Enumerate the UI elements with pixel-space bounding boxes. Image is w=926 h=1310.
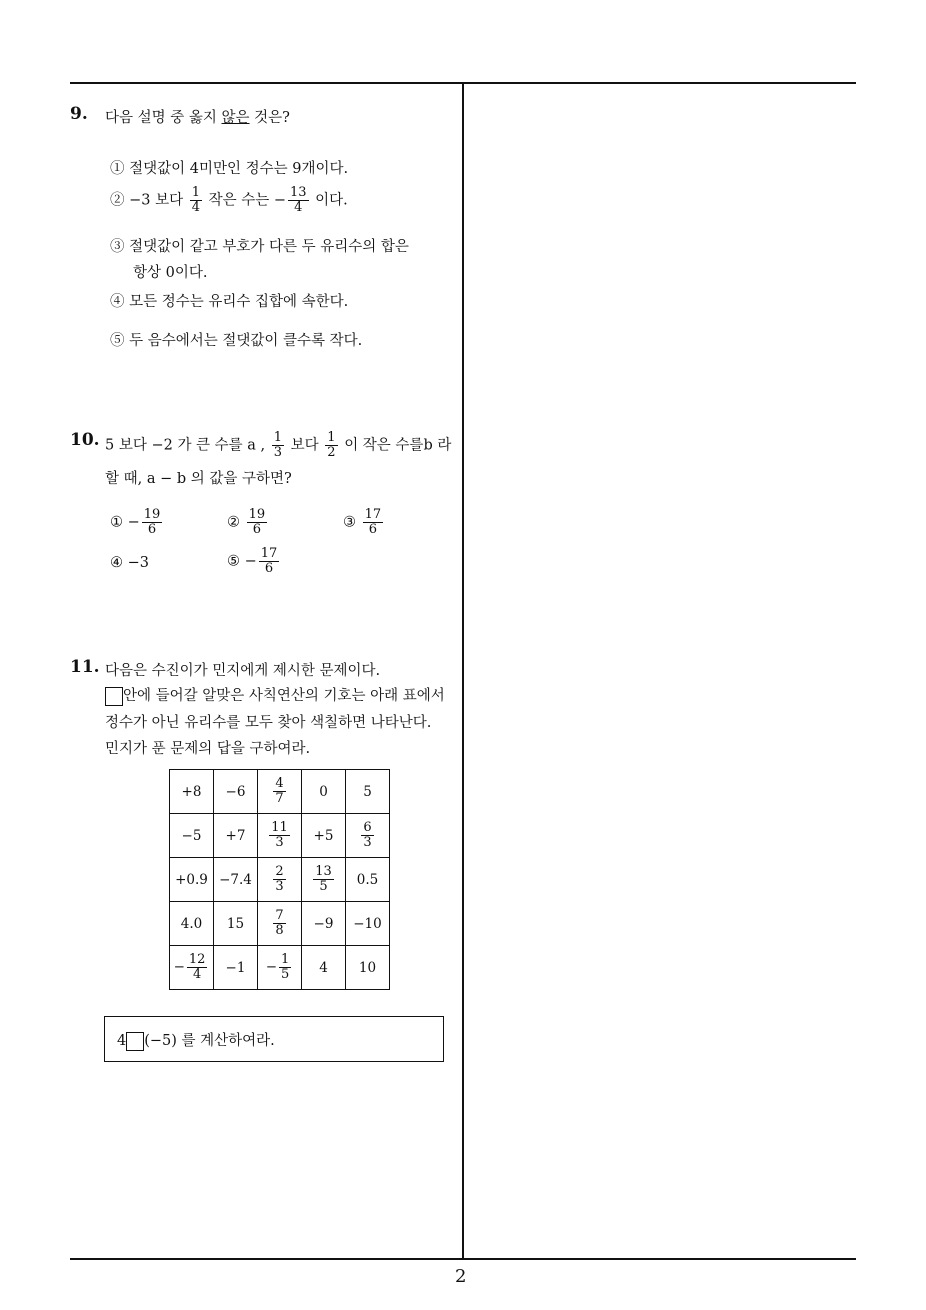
cell-value: −10 — [353, 915, 382, 932]
table-cell[interactable] — [346, 858, 390, 902]
blank-box — [126, 1032, 144, 1051]
underlined-word: 않은 — [221, 110, 250, 126]
table-row — [170, 814, 390, 858]
sign: − — [173, 959, 185, 975]
table-cell[interactable] — [170, 858, 214, 902]
fraction: $\frac{17}{6}$ — [260, 546, 278, 576]
numerator: 2 — [275, 864, 284, 879]
table-cell[interactable] — [170, 902, 214, 946]
fraction: $\frac{17}{6}$ — [364, 507, 382, 537]
problem-box — [104, 1016, 444, 1062]
denominator: 7 — [275, 791, 284, 806]
fraction — [279, 953, 291, 982]
denominator: 8 — [275, 923, 284, 938]
question-number: 9. — [70, 104, 88, 124]
denominator: 3 — [275, 835, 284, 850]
table-cell[interactable] — [302, 770, 346, 814]
fraction — [269, 821, 290, 850]
cell-value: −5 — [181, 827, 202, 844]
table-row — [170, 858, 390, 902]
numerator: 13 — [315, 864, 332, 879]
fraction — [313, 865, 334, 894]
blank-box — [105, 687, 123, 706]
fraction — [273, 909, 285, 938]
fraction: $\frac{1}{2}$ — [327, 430, 336, 460]
denominator: 3 — [363, 835, 372, 850]
numerator: 6 — [363, 820, 372, 835]
table-cell[interactable] — [170, 946, 214, 990]
table-cell[interactable] — [346, 946, 390, 990]
cell-value: 4.0 — [180, 915, 203, 932]
table-cell[interactable] — [214, 770, 258, 814]
question-prompt: 다음 설명 중 옳지 않은 것은? — [105, 110, 290, 126]
option-5[interactable]: ⑤ 두 음수에서는 절댓값이 클수록 작다. — [110, 333, 363, 349]
table-cell[interactable] — [258, 814, 302, 858]
numerator: 1 — [281, 952, 290, 967]
table-cell[interactable] — [258, 902, 302, 946]
cell-value: +5 — [313, 827, 334, 844]
cell-value: 15 — [226, 915, 245, 932]
cell-value: 10 — [358, 959, 377, 976]
number-grid-table — [169, 769, 390, 990]
table-row — [170, 770, 390, 814]
table-cell[interactable] — [302, 946, 346, 990]
cell-value: +0.9 — [175, 871, 208, 888]
table-cell[interactable] — [346, 902, 390, 946]
choice-4[interactable]: ④ −3 — [110, 555, 149, 571]
table-cell[interactable] — [302, 814, 346, 858]
cell-value: 0.5 — [356, 871, 379, 888]
fraction: $\frac{19}{6}$ — [143, 507, 161, 537]
table-cell[interactable] — [214, 946, 258, 990]
option-1[interactable]: ① 절댓값이 4미만인 정수는 9개이다. — [110, 161, 349, 177]
denominator: 4 — [193, 967, 202, 982]
bottom-rule — [70, 1258, 856, 1260]
table-row — [170, 946, 390, 990]
fraction: $\frac{1}{3}$ — [273, 430, 283, 460]
denominator: 5 — [281, 967, 290, 982]
question-prompt-line4: 민지가 푼 문제의 답을 구하여라. — [105, 741, 311, 757]
question-prompt-line2: 할 때, a − b 의 값을 구하면? — [105, 471, 292, 487]
denominator: 3 — [275, 879, 284, 894]
numerator: 11 — [271, 820, 288, 835]
table-cell[interactable] — [302, 858, 346, 902]
table-cell[interactable] — [302, 902, 346, 946]
cell-value: −6 — [225, 783, 246, 800]
question-prompt-line1: 다음은 수진이가 민지에게 제시한 문제이다. — [105, 663, 381, 679]
problem-expression: 4 (−5) 를 계산하여라. — [117, 1033, 275, 1049]
fraction — [187, 953, 208, 982]
sign: − — [265, 959, 278, 975]
cell-value: +7 — [225, 827, 246, 844]
numerator: 7 — [275, 908, 284, 923]
fraction — [273, 865, 285, 894]
choice-5[interactable]: ⑤ − $\frac{17}{6}$ — [227, 546, 278, 576]
table-cell[interactable] — [258, 858, 302, 902]
table-cell[interactable] — [214, 814, 258, 858]
fraction — [273, 777, 285, 806]
column-divider — [462, 82, 464, 1259]
cell-value: −1 — [225, 959, 246, 976]
page-number: 2 — [455, 1266, 467, 1287]
table-cell[interactable] — [214, 858, 258, 902]
table-cell[interactable] — [170, 814, 214, 858]
table-cell[interactable] — [346, 814, 390, 858]
question-number: 10. — [70, 430, 100, 450]
option-2[interactable]: ② −3 보다 $\frac{1}{4}$ 작은 수는 − $\frac{13}{4}$ 이다. — [110, 185, 348, 215]
cell-value: +8 — [181, 783, 202, 800]
denominator: 5 — [319, 879, 328, 894]
choice-2[interactable]: ② $\frac{19}{6}$ — [227, 507, 266, 537]
choice-3[interactable]: ③ $\frac{17}{6}$ — [343, 507, 382, 537]
table-row — [170, 902, 390, 946]
table-cell[interactable] — [346, 770, 390, 814]
fraction: $\frac{19}{6}$ — [248, 507, 266, 537]
option-4[interactable]: ④ 모든 정수는 유리수 집합에 속한다. — [110, 294, 349, 310]
cell-value: 4 — [319, 959, 328, 976]
cell-value: 5 — [363, 783, 372, 800]
cell-value: −9 — [313, 915, 334, 932]
fraction: $\frac{13}{4}$ — [290, 185, 307, 215]
question-number: 11. — [70, 657, 100, 677]
option-3-line2: 항상 0이다. — [133, 265, 208, 281]
choice-1[interactable]: ① − $\frac{19}{6}$ — [110, 507, 161, 537]
question-prompt-line1: 5 보다 −2 가 큰 수를 a , $\frac{1}{3}$ 보다 $\frac{1}{2}$ 이 작은 수를b 라 — [105, 430, 452, 460]
question-prompt-line3: 정수가 아닌 유리수를 모두 찾아 색칠하면 나타난다. — [105, 715, 432, 731]
question-prompt-line2: 안에 들어갈 알맞은 사칙연산의 기호는 아래 표에서 — [105, 684, 445, 706]
fraction — [361, 821, 373, 850]
table-cell[interactable] — [214, 902, 258, 946]
numerator: 4 — [275, 776, 284, 791]
cell-value: 0 — [319, 783, 328, 800]
table-cell[interactable] — [258, 770, 302, 814]
cell-value: −7.4 — [219, 871, 252, 888]
fraction: $\frac{1}{4}$ — [191, 185, 200, 215]
table-cell[interactable] — [170, 770, 214, 814]
numerator: 12 — [188, 952, 206, 967]
option-3[interactable]: ③ 절댓값이 같고 부호가 다른 두 유리수의 합은 — [110, 239, 409, 255]
table-cell[interactable] — [258, 946, 302, 990]
